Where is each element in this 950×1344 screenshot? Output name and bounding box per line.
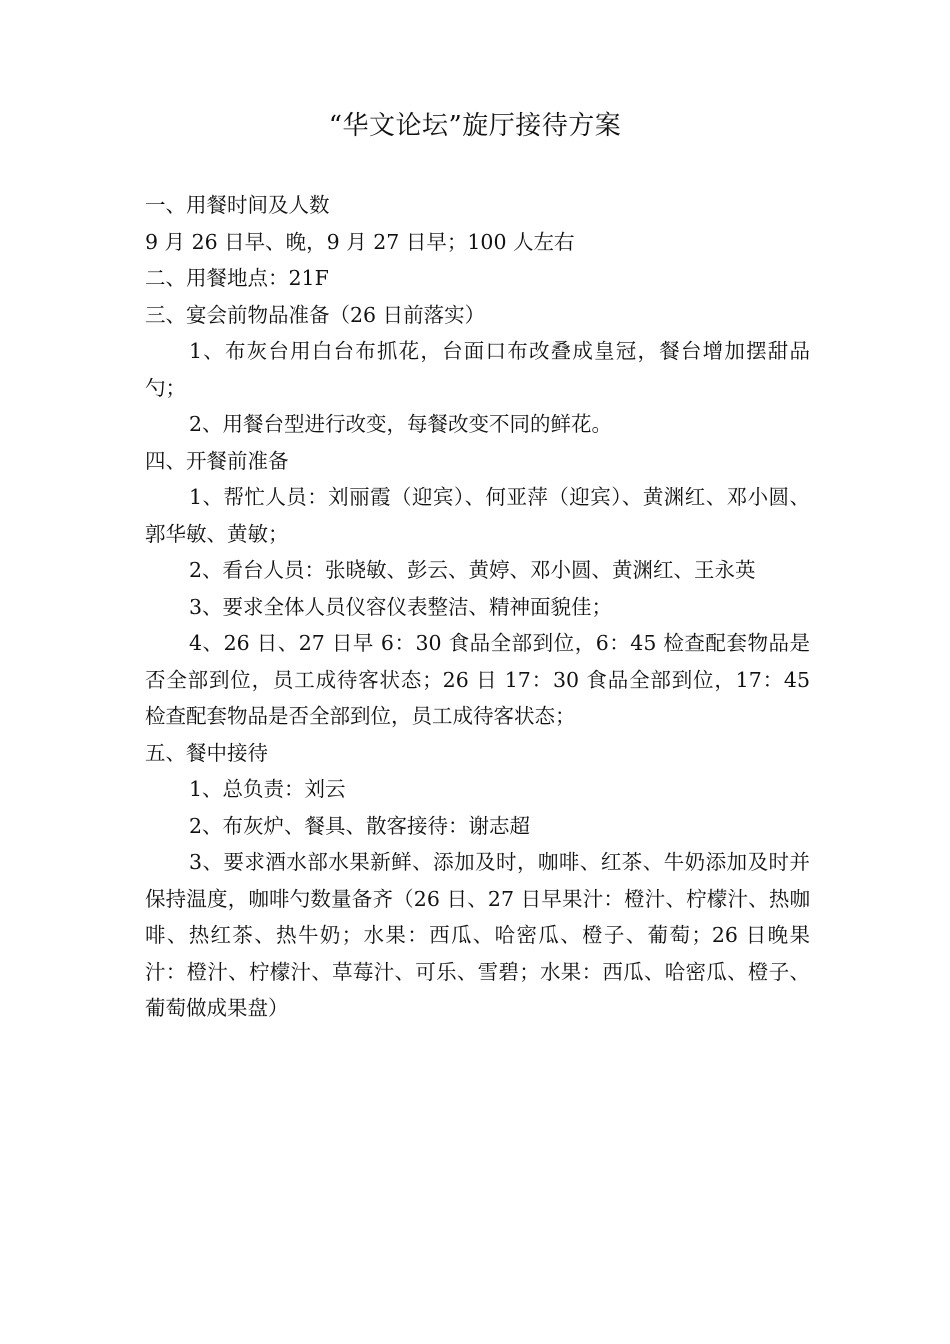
document-title: “华文论坛”旋厅接待方案	[328, 111, 622, 141]
section-1-heading: 一、用餐时间及人数	[145, 193, 330, 217]
section-2-heading: 二、用餐地点：21F	[145, 266, 329, 290]
document-body	[145, 187, 810, 1027]
section-5-heading: 五、餐中接待	[145, 740, 268, 765]
section-4-item-1: 1、帮忙人员：刘丽霞（迎宾）、何亚萍（迎宾）、黄渊红、邓小圆、郭华敏、黄敏；	[145, 485, 810, 546]
section-5-item-2: 2、布灰炉、餐具、散客接待：谢志超	[189, 813, 531, 838]
section-4-item-4: 4、26 日、27 日早 6：30 食品全部到位，6：45 检查配套物品是否全部到位，员工成待客状态；26 日 17：30 食品全部到位，17：45 检查配套物品是否全部到位，员工成待客状态；	[145, 631, 810, 728]
section-1-text: 9 月 26 日早、晚，9 月 27 日早；100 人左右	[145, 229, 575, 254]
section-3-item-2: 2、用餐台型进行改变，每餐改变不同的鲜花。	[189, 412, 613, 436]
section-5-item-1: 1、总负责：刘云	[189, 777, 346, 801]
section-3-heading: 三、宴会前物品准备（26 日前落实）	[145, 302, 486, 327]
section-4-item-2: 2、看台人员：张晓敏、彭云、黄婷、邓小圆、黄渊红、王永英	[189, 558, 756, 582]
section-5-item-3: 3、要求酒水部水果新鲜、添加及时，咖啡、红茶、牛奶添加及时并保持温度，咖啡勺数量备齐（26 日、27 日早果汁：橙汁、柠檬汁、热咖啡、热红茶、热牛奶；水果：西瓜、哈密瓜、橙子、葡萄；26 日晚果汁：橙汁、柠檬汁、草莓汁、可乐、雪碧；水果：西瓜、哈密瓜、橙子、葡萄做成果盘）	[145, 850, 810, 1020]
section-4-item-3: 3、要求全体人员仪容仪表整洁、精神面貌佳；	[189, 594, 613, 619]
section-3-item-1: 1、布灰台用白台布抓花，台面口布改叠成皇冠，餐台增加摆甜品勺；	[145, 339, 810, 400]
section-4-heading: 四、开餐前准备	[145, 448, 289, 473]
